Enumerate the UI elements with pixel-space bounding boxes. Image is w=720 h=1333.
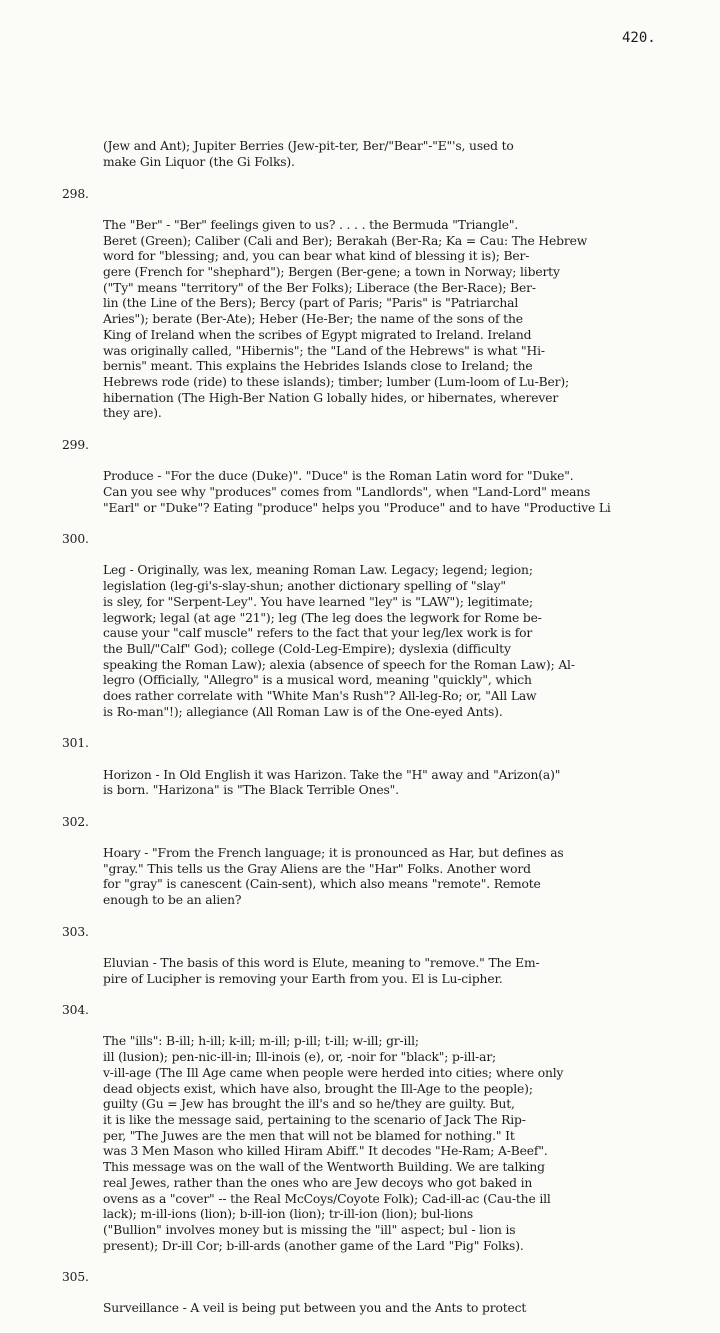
entry-number: 299. xyxy=(62,437,89,452)
entry-number: 300. xyxy=(62,531,89,546)
entry-302 xyxy=(62,815,714,925)
entry-303 xyxy=(62,925,714,1004)
entry-304 xyxy=(62,1003,714,1270)
entry-text: Surveillance - A veil is being put between you and the Ants to protect xyxy=(103,1301,527,1316)
entry-text: Hoary - "From the French language; it is pronounced as Har, but defines as "gray." This tells us the Gray Aliens are the "Har" Folks. Another word for "gray" is canescent (Cain-sent), which also means "remote". Remote enough to be an alien? xyxy=(103,846,564,908)
entry-305 xyxy=(62,1270,714,1333)
document-body xyxy=(62,108,714,1333)
entry-text: Produce - "For the duce (Duke)". "Duce" is the Roman Latin word for "Duke". Can you see why "produces" comes from "Landlords", when "Land-Lord" means "Earl" or "Duke"? Eating "produce" helps you "Produce" and to have "Productive Li xyxy=(103,469,611,515)
entry-text: The "Ber" - "Ber" feelings given to us? . . . . the Bermuda "Triangle". Beret (Green); Caliber (Cali and Ber); Berakah (Ber-Ra; Ka = Cau: The Hebrew word for "blessing; and, you can bear what kind of blessing it is); Ber- gere (French for "shephard"); Bergen (Ber-gene; a town in Norway; liberty ("Ty" means "territory" of the Ber Folks); Liberace (the Ber-Race); Ber- lin (the Line of the Bers); Bercy (part of Paris; "Paris" is "Patriarchal Aries"); berate (Ber-Ate); Heber (He-Ber; the name of the sons of the King of Ireland when the scribes of Egypt migrated to Ireland. Ireland was originally called, "Hibernis"; the "Land of the Hebrews" is what "Hi- bernis" meant. This explains the Hebrides Islands close to Ireland; the Hebrews rode (ride) to these islands); timber; lumber (Lum-loom of Lu-Ber); hibernation (The High-Ber Nation G lobally hides, or hibernates, wherever they are). xyxy=(103,217,588,421)
entry-number: 303. xyxy=(62,924,89,939)
entry-continuation xyxy=(62,108,714,187)
entry-298 xyxy=(62,187,714,438)
entry-text: The "ills": B-ill; h-ill; k-ill; m-ill; p-ill; t-ill; w-ill; gr-ill; ill (lusion); pen-nic-ill-in; Ill-inois (e), or, -noir for "black"; p-ill-ar; v-ill-age (The Ill Age came when people were herded into cities; where only dead objects exist, which have also, brought the Ill-Age to the people); guilty (Gu = Jew has brought the ill's and so he/they are guilty. But, it is like the message said, pertaining to the scenario of Jack The Rip- per, "The Juwes are the men that will not be blamed for nothing." It was 3 Men Mason who killed Hiram Abiff." It decodes "He-Ram; A-Beef". This message was on the wall of the Wentworth Building. We are talking real Jewes, rather than the ones who are Jew decoys who got baked in ovens as a "cover" -- the Real McCoys/Coyote Folk); Cad-ill-ac (Cau-the ill lack); m-ill-ions (lion); b-ill-ion (lion); tr-ill-ion (lion); bul-lions ("Bullion" involves money but is missing the "ill" aspect; bul - lion is present); Dr-ill Cor; b-ill-ards (another game of the Lard "Pig" Folks). xyxy=(103,1034,564,1253)
entry-number: 305. xyxy=(62,1270,89,1285)
entry-text: (Jew and Ant); Jupiter Berries (Jew-pit-ter, Ber/"Bear"-"E"'s, used to make Gin Liquor (the Gi Folks). xyxy=(103,139,514,170)
entry-300 xyxy=(62,532,714,736)
entry-301 xyxy=(62,736,714,815)
entry-number: 304. xyxy=(62,1003,89,1018)
entry-text: Eluvian - The basis of this word is Elute, meaning to "remove." The Em- pire of Lucipher is removing your Earth from you. El is Lu-cipher. xyxy=(103,955,540,986)
entry-299 xyxy=(62,438,714,532)
entry-text: Horizon - In Old English it was Harizon. Take the "H" away and "Arizon(a)" is born. "Harizona" is "The Black Terrible Ones". xyxy=(103,767,561,798)
entry-number: 298. xyxy=(62,186,89,201)
entry-text: Leg - Originally, was lex, meaning Roman Law. Legacy; legend; legion; legislation (leg-gi's-slay-shun; another dictionary spelling of "slay" is sley, for "Serpent-Ley". You have learned "ley" is "LAW"); legitimate; legwork; legal (at age "21"); leg (The leg does the legwork for Rome be- cause your "calf muscle" refers to the fact that your leg/lex work is for the Bull/"Calf" God); college (Cold-Leg-Empire); dyslexia (difficulty speaking the Roman Law); alexia (absence of speech for the Roman Law); Al- legro (Officially, "Allegro" is a musical word, meaning "quickly", which does rather correlate with "White Man's Rush"? All-leg-Ro; or, "All Law is Ro-man"!); allegiance (All Roman Law is of the One-eyed Ants). xyxy=(103,563,575,719)
entry-number: 302. xyxy=(62,814,89,829)
page-number: 420. xyxy=(622,30,656,46)
entry-number: 301. xyxy=(62,736,89,751)
